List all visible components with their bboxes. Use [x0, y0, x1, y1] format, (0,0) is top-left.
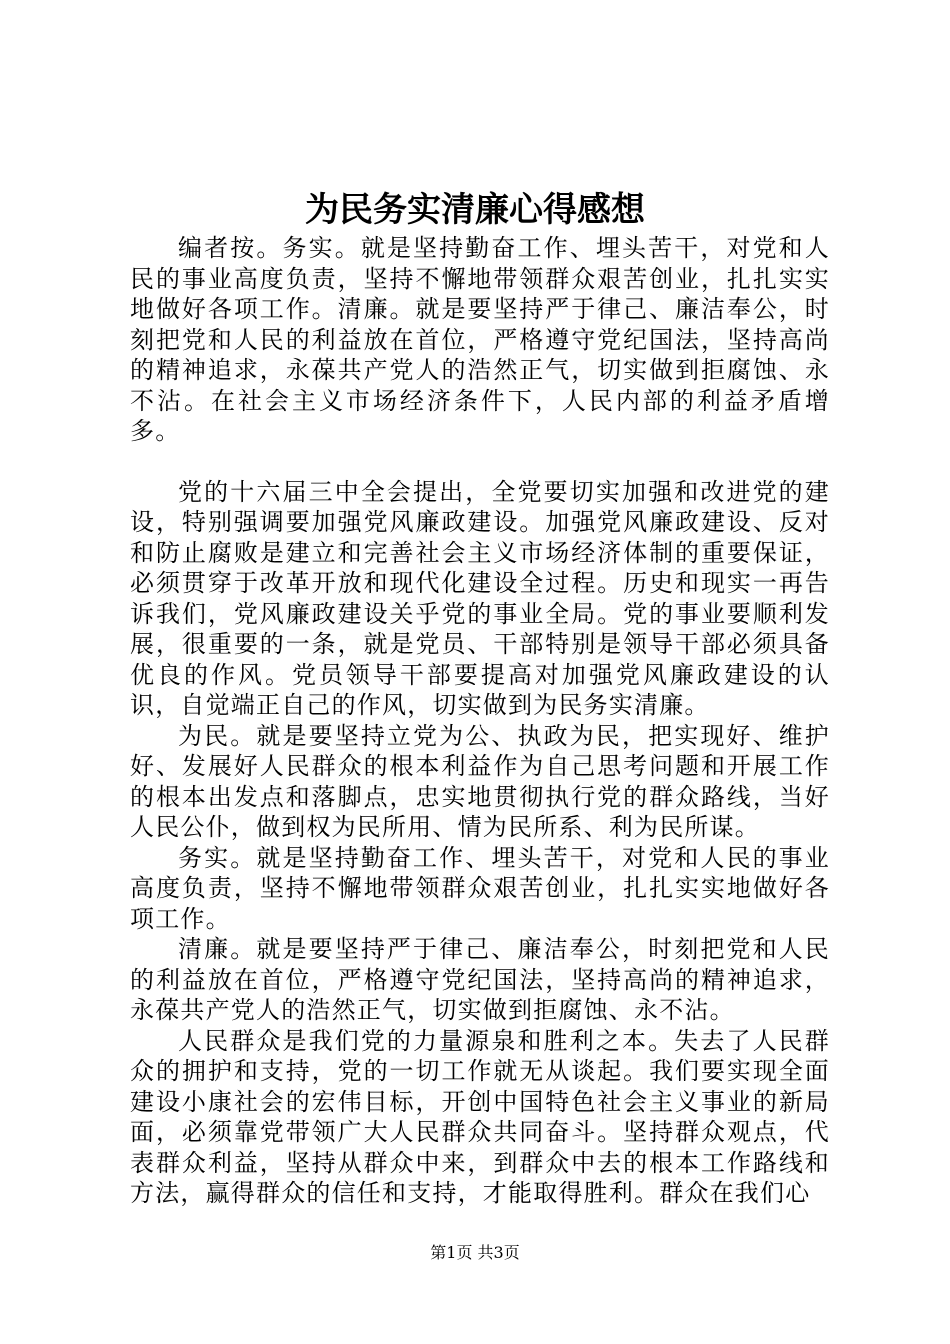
paragraph-editor-note: 编者按。务实。就是坚持勤奋工作、埋头苦干，对党和人民的事业高度负责，坚持不懈地带领群众艰苦创业，扎扎实实地做好各项工作。清廉。就是要坚持严于律己、廉洁奉公，时刻把党和人民的利益放在首位，严格遵守党纪国法，坚持高尚的精神追求，永葆共产党人的浩然正气，切实做到拒腐蚀、永不沾。在社会主义市场经济条件下，人民内部的利益矛盾增多。: [130, 234, 830, 445]
paragraph-pragmatic: 务实。就是坚持勤奋工作、埋头苦干，对党和人民的事业高度负责，坚持不懈地带领群众艰苦创业，扎扎实实地做好各项工作。: [130, 843, 830, 933]
document-body: [130, 233, 830, 1209]
paragraph-masses: 人民群众是我们党的力量源泉和胜利之本。失去了人民群众的拥护和支持，党的一切工作就无从谈起。我们要实现全面建设小康社会的宏伟目标，开创中国特色社会主义事业的新局面，必须靠党带领广大人民群众共同奋斗。坚持群众观点，代表群众利益，坚持从群众中来，到群众中去的根本工作路线和方法，赢得群众的信任和支持，才能取得胜利。群众在我们心: [130, 1026, 830, 1207]
document-title: 为民务实清廉心得感想: [305, 190, 645, 230]
page-number-footer: 第1页 共3页: [430, 1243, 520, 1262]
paragraph-integrity: 清廉。就是要坚持严于律己、廉洁奉公，时刻把党和人民的利益放在首位，严格遵守党纪国法，坚持高尚的精神追求，永葆共产党人的浩然正气，切实做到拒腐蚀、永不沾。: [130, 935, 830, 1024]
paragraph-party-building: 党的十六届三中全会提出，全党要切实加强和改进党的建设，特别强调要加强党风廉政建设。加强党风廉政建设、反对和防止腐败是建立和完善社会主义市场经济体制的重要保证，必须贯穿于改革开放和现代化建设全过程。历史和现实一再告诉我们，党风廉政建设关乎党的事业全局。党的事业要顺利发展，很重要的一条，就是党员、干部特别是领导干部必须具备优良的作风。党员领导干部要提高对加强党风廉政建设的认识，自觉端正自己的作风，切实做到为民务实清廉。: [130, 477, 830, 719]
paragraph-for-people: 为民。就是要坚持立党为公、执政为民，把实现好、维护好、发展好人民群众的根本利益作为自己思考问题和开展工作的根本出发点和落脚点，忠实地贯彻执行党的群众路线，当好人民公仆，做到权为民所用、情为民所系、利为民所谋。: [130, 721, 830, 841]
